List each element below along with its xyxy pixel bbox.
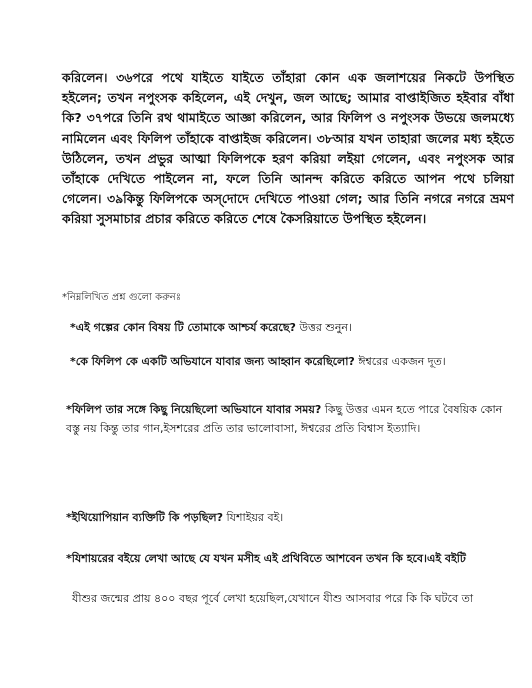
instruction-text: *নিম্নলিখিত প্রশ্ন গুলো করুনঃ <box>62 292 182 303</box>
answer-item-5: যীশুর জন্মের প্রায় ৪০০ বছর পূর্বে লেখা হয়েছিল,যেখানে যীশু আসবার পরে কি কি ঘটবে তা <box>72 592 474 605</box>
question-text: *কে ফিলিপ কে একটি অভিযানে যাবার জন্য আহ্বান করেছিলো? <box>70 355 355 368</box>
question-text: *ফিলিপ তার সঙ্গে কিছু নিয়েছিলো অভিযানে যাবার সময়? <box>66 403 322 416</box>
question-item-5: *যিশায়রের বইয়ে লেখা আছে যে যখন মসীহ এই প্রথিবিতে আশবেন তখন কি হবে।এই বইটি <box>66 552 466 565</box>
question-item-2 <box>70 352 510 371</box>
answer-text: যিশাইয়র বই। <box>226 511 284 524</box>
answer-text: উত্তর শুনুন। <box>299 321 352 334</box>
question-item-3 <box>66 400 514 438</box>
question-text: *ইথিয়োপিয়ান ব্যক্তিটি কি পড়ছিল? <box>66 511 224 524</box>
question-item-1 <box>70 318 510 337</box>
scripture-passage: করিলেন। ৩৬পরে পথে যাইতে যাইতে তাঁহারা কোন এক জলাশয়ের নিকটে উপস্থিত হইলেন; তখন নপুংসক কহিলেন, এই দেখুন, জল আছে; আমার বাপ্তাইজিত হইবার বাঁধা কি? ৩৭পরে তিনি রথ থামাইতে আজ্ঞা করিলেন, আর ফিলিপ ও নপুংসক উভয়ে জলমধ্যে নামিলেন এবং ফিলিপ তাঁহাকে বাপ্তাইজ করিলেন। ৩৮আর যখন তাহারা জলের মধ্য হইতে উঠিলেন, তখন প্রভুর আত্মা ফিলিপকে হরণ করিয়া লইয়া গেলেন, এবং নপুংসক আর তাঁহাকে দেখিতে পাইলেন না, ফলে তিনি আনন্দ করিতে করিতে আপন পথে চলিয়া গেলেন। ৩৯কিন্তু ফিলিপকে অস্‌দোদে দেখিতে পাওয়া গেল; আর তিনি নগরে নগরে ভ্রমণ করিয়া সুসমাচার প্রচার করিতে করিতে শেষে কৈসরিয়াতে উপস্থিত হইলেন। <box>62 70 514 227</box>
answer-text: কিছু উত্তর এমন হতে পারে বৈষয়িক কোন বস্তু নয় কিন্তু তার গান,ইসশরের প্রতি তার ভালোবাসা, ঈশ্বরের প্রতি বিশ্বাস ইত্যাদি। <box>66 403 503 435</box>
answer-text: ঈশ্বরের একজন দূত। <box>358 355 446 368</box>
question-item-4 <box>66 508 506 527</box>
question-text: *এই গল্পের কোন বিষয় টি তোমাকে আশ্চর্য করেছে? <box>70 321 296 334</box>
